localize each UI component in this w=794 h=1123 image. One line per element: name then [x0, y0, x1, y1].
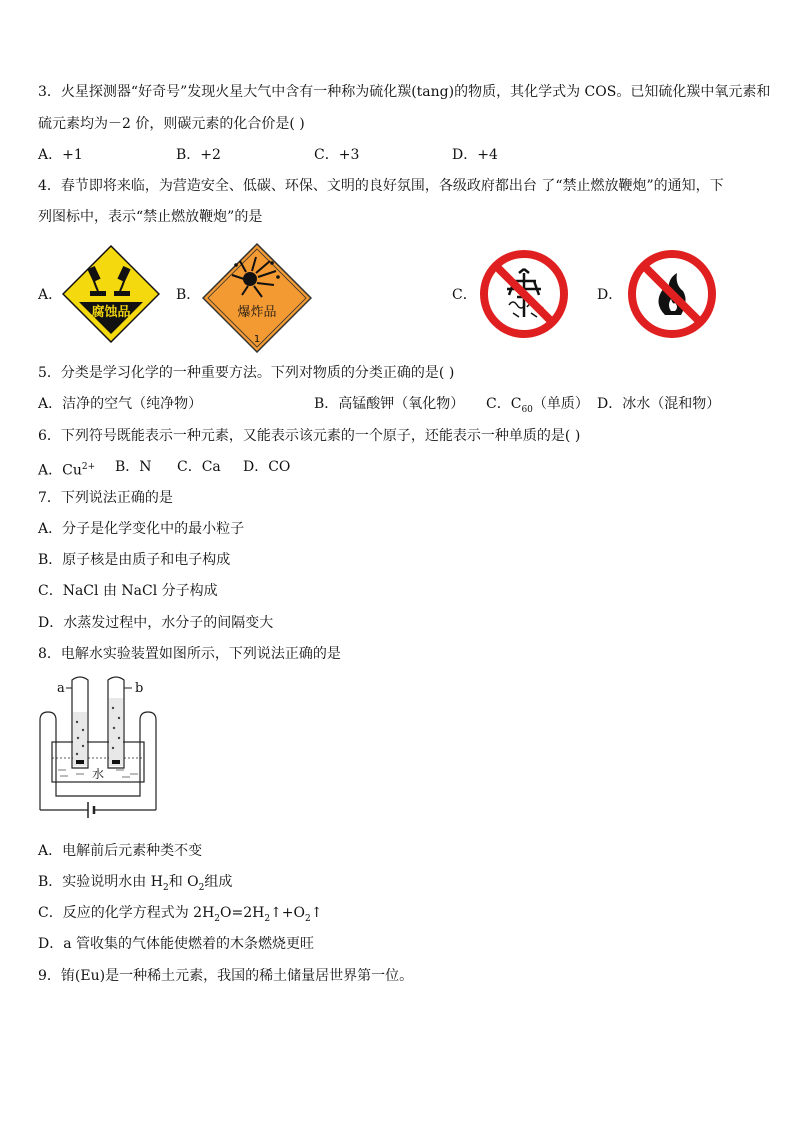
- q5-stem: 5．分类是学习化学的一种重要方法。下列对物质的分类正确的是( ): [38, 365, 455, 381]
- q8-option-d: D．a 管收集的气体能使燃着的木条燃烧更旺: [38, 936, 315, 952]
- q6-option-a: A．$Cu^{2+}$: [38, 462, 96, 479]
- explosive-sign-text: 爆炸品: [237, 305, 277, 320]
- q4-label-b: B．: [176, 287, 201, 303]
- q9-stem: 9．铕(Eu)是一种稀土元素，我国的稀土储量居世界第一位。: [38, 968, 414, 984]
- q6-stem: 6．下列符号既能表示一种元素，又能表示该元素的一个原子，还能表示一种单质的是( ): [38, 428, 581, 444]
- corrosive-sign-icon: [62, 245, 160, 343]
- q3-option-c: C．+3: [314, 147, 360, 163]
- q7-option-d: D．水蒸发过程中，水分子的间隔变大: [38, 615, 274, 631]
- q8-option-b: B．实验说明水由 $H_2$和 $O_2$组成: [38, 874, 233, 893]
- q8-option-c: C．反应的化学方程式为 $2H_2O=2H_2↑+O_2↑$: [38, 905, 323, 924]
- q3-stem-line1: 3．火星探测器“好奇号”发现火星大气中含有一种称为硫化羰(tang)的物质，其化学式为 COS。已知硫化羰中氧元素和: [38, 84, 771, 100]
- q6-option-d: D．CO: [243, 459, 291, 475]
- q5-option-b: B．高锰酸钾（氧化物）: [314, 396, 465, 412]
- q6-option-c: C．Ca: [177, 459, 221, 475]
- corrosive-sign-text: 腐蚀品: [91, 305, 131, 320]
- explosive-sign-number: 1: [253, 334, 261, 345]
- tube-a-label: a: [57, 681, 65, 696]
- q5-option-a: A．洁净的空气（纯净物）: [38, 396, 203, 412]
- q3-option-a: A．+1: [38, 147, 83, 163]
- q3-option-b: B．+2: [176, 147, 221, 163]
- q4-stem-line2: 列图标中，表示“禁止燃放鞭炮”的是: [38, 209, 263, 225]
- q4-label-d: D．: [597, 287, 623, 303]
- q3-stem-line2: 硫元素均为－2 价，则碳元素的化合价是( ): [38, 116, 305, 132]
- tube-b-label: b: [135, 681, 144, 696]
- no-fireworks-sign-icon: [479, 249, 569, 339]
- q5-option-d: D．冰水（混和物）: [597, 396, 721, 412]
- q7-option-a: A．分子是化学变化中的最小粒子: [38, 521, 245, 537]
- q4-stem-line1: 4．春节即将来临，为营造安全、低碳、环保、文明的良好氛围，各级政府都出台 了“禁止燃放鞭炮”的通知，下: [38, 178, 724, 194]
- q6-option-b: B．N: [115, 459, 152, 475]
- q4-label-a: A．: [38, 287, 63, 303]
- water-label: 水: [92, 767, 105, 781]
- q3-option-d: D．+4: [452, 147, 498, 163]
- q7-stem: 7．下列说法正确的是: [38, 490, 173, 506]
- q5-option-c: C．$C_{60}$（单质）: [486, 396, 589, 415]
- q7-option-b: B．原子核是由质子和电子构成: [38, 552, 231, 568]
- no-open-flame-sign-icon: [627, 249, 717, 339]
- electrolysis-apparatus-diagram: [36, 676, 166, 830]
- q7-option-c: C．NaCl 由 NaCl 分子构成: [38, 583, 218, 599]
- explosive-sign-icon: [202, 243, 312, 353]
- q8-option-a: A．电解前后元素种类不变: [38, 843, 203, 859]
- q4-label-c: C．: [452, 287, 477, 303]
- q8-stem: 8．电解水实验装置如图所示，下列说法正确的是: [38, 646, 341, 662]
